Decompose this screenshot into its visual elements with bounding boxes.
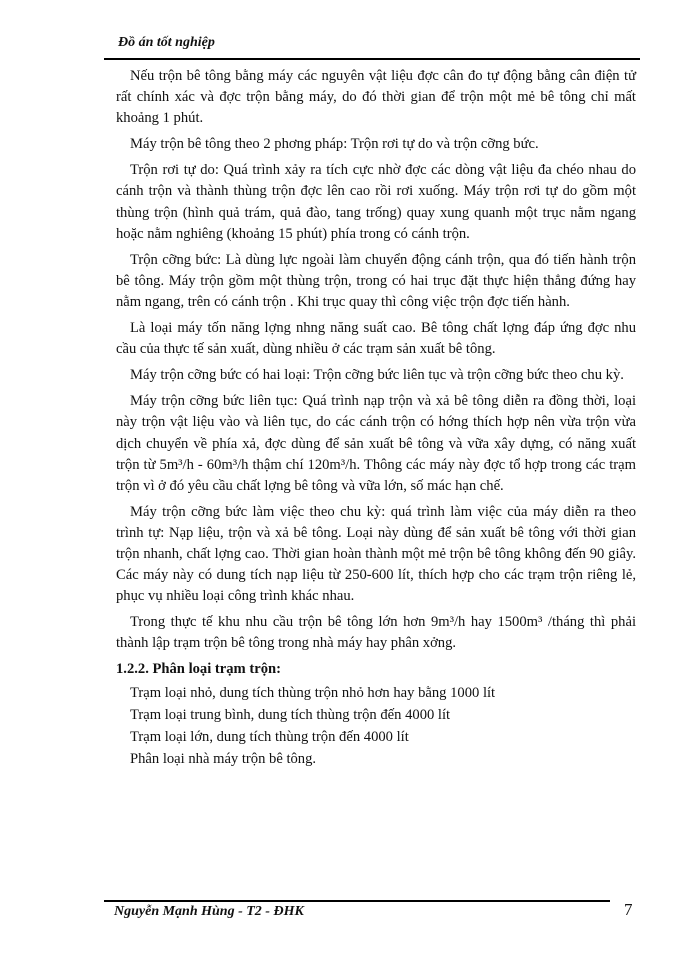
header-title: Đồ án tốt nghiệp bbox=[118, 35, 215, 50]
paragraph: Máy trộn cỡng bức làm việc theo chu kỳ: quá trình làm việc của máy diễn ra theo trình tự: Nạp liệu, trộn và xả bê tông. Loại này dùng để sản xuất bê tông với thời gian trộn nhanh, chất lợng cao. Thời gian hoàn thành một mẻ trộn bê tông không đến 90 giây. Các máy này có dung tích nạp liệu từ 250-600 lít, thích hợp cho các trạm trộn riêng lẻ, phục vụ nhiều loại công trình khác nhau. bbox=[116, 503, 636, 605]
page-header bbox=[104, 32, 640, 60]
list-item: Trạm loại lớn, dung tích thùng trộn đến 4000 lít bbox=[130, 728, 409, 745]
paragraph: Trộn rơi tự do: Quá trình xảy ra tích cực nhờ đợc các dòng vật liệu đa chéo nhau do cánh trộn và thành thùng trộn đợc lên cao rồi rơi xuống. Máy trộn rơi tự do gồm một thùng trộn (hình quả trám, quả đào, tang trống) quay xung quanh một trục nằm ngang hoặc nằm nghiêng (khoảng 15 phút) phía trong có cánh trộn. bbox=[116, 162, 636, 242]
section-heading: 1.2.2. Phân loại trạm trộn: bbox=[116, 661, 281, 678]
body-text bbox=[116, 66, 636, 771]
paragraph: Nếu trộn bê tông bằng máy các nguyên vật liệu đợc cân đo tự động bằng cân điện tử rất chính xác và đợc trộn bằng máy, do đó thời gian để trộn một mẻ bê tông chỉ mất khoảng 1 phút. bbox=[116, 68, 636, 127]
paragraph: Trộn cỡng bức: Là dùng lực ngoài làm chuyển động cánh trộn, qua đó tiến hành trộn bê tông. Máy trộn gồm một thùng trộn, trong có hai trục đặt thực hiện thẳng đứng hay nằm ngang, trên có cánh trộn . Khi trục quay thì công việc trộn đợc tiến hành. bbox=[116, 251, 636, 310]
paragraph: Máy trộn cỡng bức liên tục: Quá trình nạp trộn và xả bê tông diễn ra đồng thời, loại này trộn vật liệu vào và liên tục, do các cánh trộn có hớng thích hợp nên vừa trộn vừa dịch chuyển về phía xả, đợc dùng để sản xuất bê tông và vữa xây dựng, có năng xuất trộn từ 5m³/h - 60m³/h thậm chí 120m³/h. Thông các máy này đợc tổ hợp trong các trạm trộn vì ở đó yêu cầu chất lợng bê tông và vữa lớn, số mác hạn chế. bbox=[116, 393, 636, 494]
list-item: Trạm loại trung bình, dung tích thùng trộn đến 4000 lít bbox=[130, 706, 451, 723]
footer-author: Nguyễn Mạnh Hùng - T2 - ĐHK bbox=[114, 904, 304, 919]
paragraph: Máy trộn cỡng bức có hai loại: Trộn cỡng bức liên tục và trộn cỡng bức theo chu kỳ. bbox=[130, 367, 624, 384]
page-footer bbox=[104, 900, 640, 940]
paragraph: Trong thực tế khu nhu cầu trộn bê tông lớn hơn 9m³/h hay 1500m³ /tháng thì phải thành lập trạm trộn bê tông trong nhà máy hay phân xởng. bbox=[116, 614, 636, 652]
paragraph: Máy trộn bê tông theo 2 phơng pháp: Trộn rơi tự do và trộn cỡng bức. bbox=[130, 136, 539, 153]
footer-divider bbox=[104, 900, 610, 902]
list-item: Phân loại nhà máy trộn bê tông. bbox=[130, 750, 317, 767]
list-item: Trạm loại nhỏ, dung tích thùng trộn nhỏ hơn hay bằng 1000 lít bbox=[130, 684, 496, 701]
paragraph: Là loại máy tốn năng lợng nhng năng suất cao. Bê tông chất lợng đáp ứng đợc nhu cầu của thực tế sản xuất, dùng nhiều ở các trạm sản xuất bê tông. bbox=[116, 320, 636, 358]
page-number: 7 bbox=[624, 900, 633, 919]
